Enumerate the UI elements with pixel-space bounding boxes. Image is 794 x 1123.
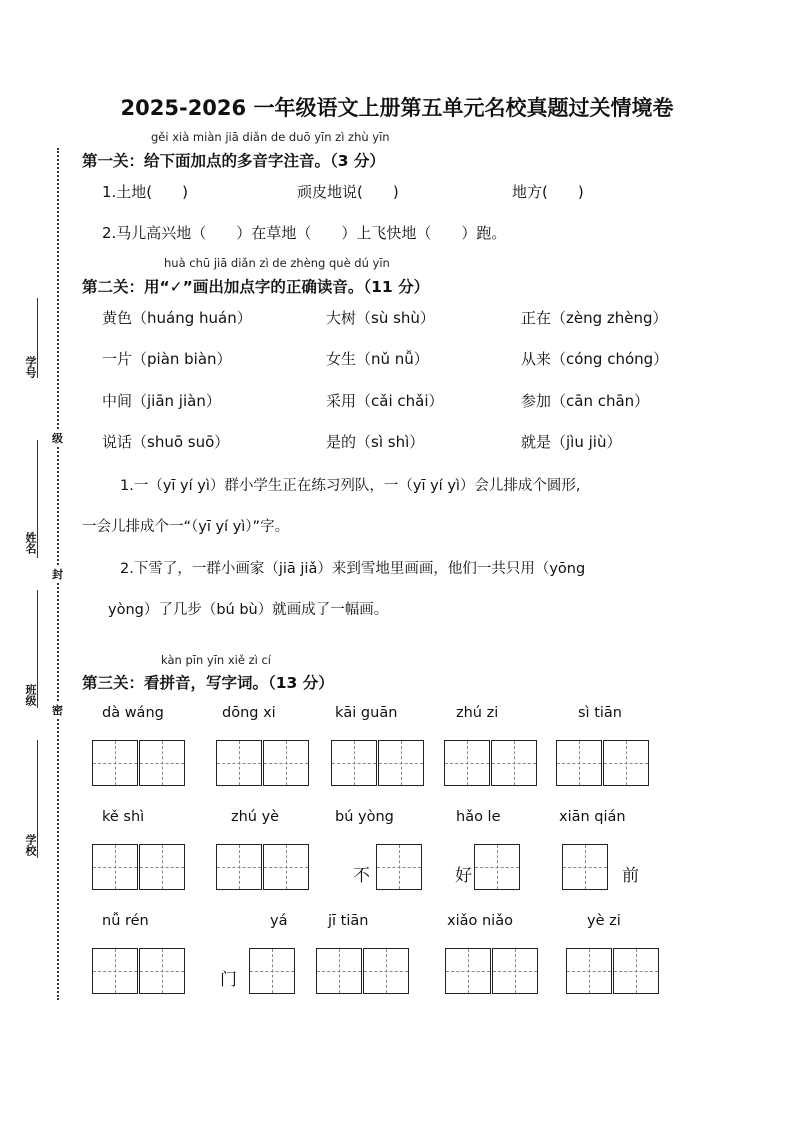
school-label: 学校 xyxy=(24,834,37,856)
s2-option[interactable]: 正在（zèng zhèng） xyxy=(521,309,668,327)
s2-option[interactable]: 就是（jìu jiù） xyxy=(521,433,622,451)
writing-box[interactable] xyxy=(491,740,537,786)
pinyin-label: yá xyxy=(270,913,288,929)
pinyin-label: kě shì xyxy=(102,809,145,825)
s2-option[interactable]: 黄色（huáng huán） xyxy=(102,309,252,327)
s1-item-2: 顽皮地说( ) xyxy=(297,183,399,201)
given-character: 不 xyxy=(353,866,370,886)
pinyin-label: xiǎo niǎo xyxy=(447,913,513,929)
pinyin-label: kāi guān xyxy=(335,705,398,721)
s2-option[interactable]: 说话（shuō suō） xyxy=(102,433,230,451)
s1-item-4: 2.马儿高兴地（ ）在草地（ ）上飞快地（ ）跑。 xyxy=(102,224,507,242)
writing-box[interactable] xyxy=(216,740,262,786)
writing-box[interactable] xyxy=(216,844,262,890)
section2-heading: 第二关：用“✓”画出加点字的正确读音。（11 分） xyxy=(82,278,430,296)
s2-option[interactable]: 采用（cǎi chǎi） xyxy=(326,392,444,410)
pinyin-label: yè zi xyxy=(587,913,621,929)
s2-option[interactable]: 参加（cān chān） xyxy=(521,392,650,410)
section3-heading: 第三关：看拼音，写字词。（13 分） xyxy=(82,674,334,692)
pinyin-label: dà wáng xyxy=(102,705,164,721)
s2-paragraph-1: 1.一（yī yí yì）群小学生正在练习列队，一（yī yí yì）会儿排成个圆形, xyxy=(120,478,581,494)
pinyin-label: xiān qián xyxy=(559,809,626,825)
writing-box[interactable] xyxy=(556,740,602,786)
s2-option[interactable]: 中间（jiān jiàn） xyxy=(102,392,221,410)
writing-box[interactable] xyxy=(92,948,138,994)
pinyin-label: nǚ rén xyxy=(102,913,149,929)
pinyin-label: sì tiān xyxy=(578,705,622,721)
given-character: 好 xyxy=(455,866,472,886)
writing-box[interactable] xyxy=(378,740,424,786)
pinyin-label: jī tiān xyxy=(328,913,369,929)
s2-option[interactable]: 是的（sì shì） xyxy=(326,433,425,451)
binding-mark-1: 级 xyxy=(52,432,63,445)
given-character: 门 xyxy=(220,970,237,990)
pinyin-label: hǎo le xyxy=(456,809,501,825)
writing-box[interactable] xyxy=(316,948,362,994)
s2-paragraph-2: 2.下雪了，一群小画家（jiā jiǎ）来到雪地里画画，他们一共只用（yōng xyxy=(120,561,586,577)
writing-box[interactable] xyxy=(249,948,295,994)
section2-pinyin-hint: huà chū jiā diǎn zì de zhèng què dú yīn xyxy=(164,256,390,270)
writing-box[interactable] xyxy=(331,740,377,786)
pinyin-label: dōng xi xyxy=(222,705,276,721)
writing-box[interactable] xyxy=(445,948,491,994)
name-label: 姓名 xyxy=(24,532,37,554)
writing-box[interactable] xyxy=(603,740,649,786)
writing-box[interactable] xyxy=(263,844,309,890)
s2-option[interactable]: 大树（sù shù） xyxy=(326,309,435,327)
s2-option[interactable]: 女生（nǔ nǚ） xyxy=(326,350,429,368)
section1-heading: 第一关：给下面加点的多音字注音。（3 分） xyxy=(82,152,385,170)
s2-paragraph-2-cont: yòng）了几步（bú bù）就画成了一幅画。 xyxy=(108,602,389,618)
writing-box[interactable] xyxy=(492,948,538,994)
section3-pinyin-hint: kàn pīn yīn xiě zì cí xyxy=(161,653,271,667)
class-label: 班级 xyxy=(24,684,37,706)
writing-box[interactable] xyxy=(139,740,185,786)
s1-item-3: 地方( ) xyxy=(512,183,584,201)
s2-option[interactable]: 从来（cóng chóng） xyxy=(521,350,669,368)
writing-box[interactable] xyxy=(139,948,185,994)
writing-box[interactable] xyxy=(363,948,409,994)
pinyin-label: zhú zi xyxy=(456,705,499,721)
s1-item-1: 1.土地( ) xyxy=(102,183,189,201)
given-character: 前 xyxy=(622,866,639,886)
s2-option[interactable]: 一片（piàn biàn） xyxy=(102,350,232,368)
writing-box[interactable] xyxy=(474,844,520,890)
writing-box[interactable] xyxy=(92,844,138,890)
writing-box[interactable] xyxy=(139,844,185,890)
writing-box[interactable] xyxy=(562,844,608,890)
s2-paragraph-1-cont: 一会儿排成个一“（yī yí yì）”字。 xyxy=(82,519,290,535)
binding-mark-2: 封 xyxy=(52,568,63,581)
writing-box[interactable] xyxy=(92,740,138,786)
binding-mark-3: 密 xyxy=(52,704,63,717)
section1-pinyin-hint: gěi xià miàn jiā diǎn de duō yīn zì zhù yīn xyxy=(151,130,390,144)
writing-box[interactable] xyxy=(263,740,309,786)
pinyin-label: bú yòng xyxy=(335,809,394,825)
student-id-label: 学号 xyxy=(24,356,37,378)
writing-box[interactable] xyxy=(376,844,422,890)
writing-box[interactable] xyxy=(613,948,659,994)
writing-box[interactable] xyxy=(566,948,612,994)
page-title: 2025-2026 一年级语文上册第五单元名校真题过关情境卷 xyxy=(120,96,674,120)
pinyin-label: zhú yè xyxy=(231,809,280,825)
writing-box[interactable] xyxy=(444,740,490,786)
